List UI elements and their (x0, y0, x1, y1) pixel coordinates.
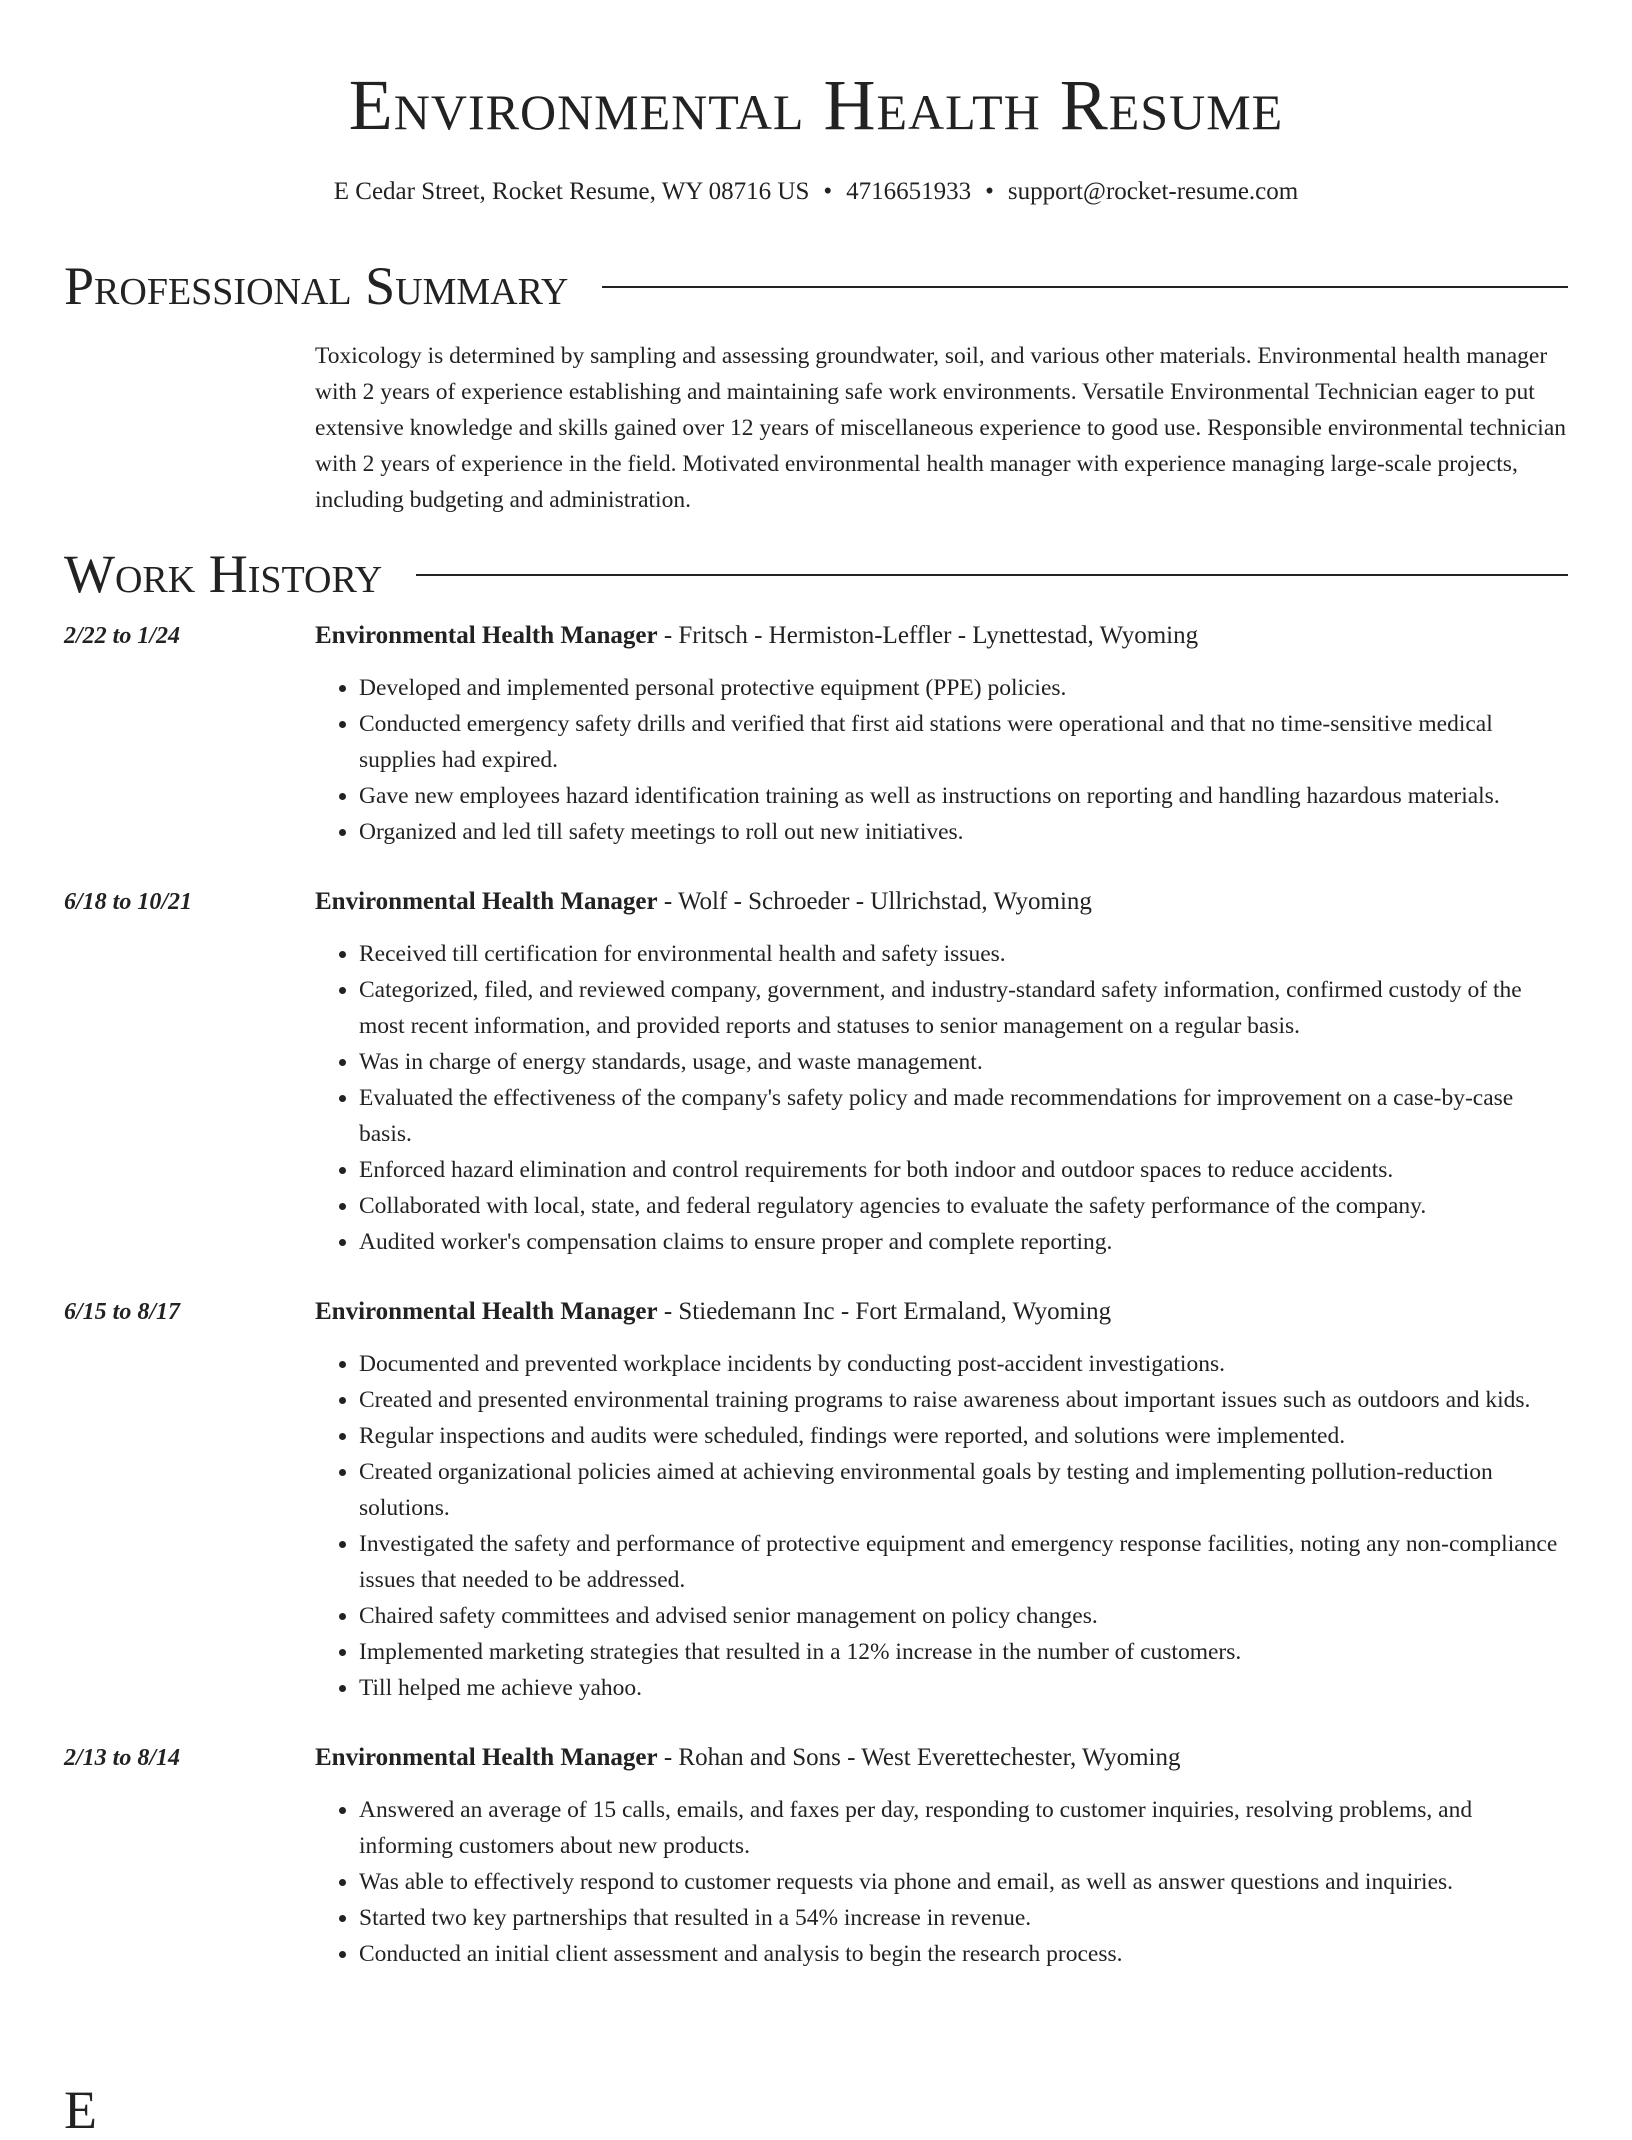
section-divider (602, 286, 1568, 288)
job-bullet: • Evaluated the effectiveness of the company's safety policy and made recommendations for improvement on a case-by-case basis. (359, 1080, 1568, 1152)
job-entry (64, 1294, 1568, 1706)
job-bullet: • Documented and prevented workplace incidents by conducting post-accident investigations. (359, 1346, 1568, 1382)
resume-title: Environmental Health Resume (348, 65, 1284, 145)
job-bullet: • Created and presented environmental training programs to raise awareness about important issues such as outdoors and kids. (359, 1382, 1568, 1418)
job-bullets (315, 670, 1568, 850)
job-entry (64, 884, 1568, 1260)
summary-text: Toxicology is determined by sampling and assessing groundwater, soil, and various other materials. Environmental health manager with 2 years of experience establishing and maintaining safe work environments. Versatile Environmental Technician eager to put extensive knowledge and skills gained over 12 years of miscellaneous experience to good use. Responsible environmental technician with 2 years of experience in the field. Motivated environmental health manager with experience managing large-scale projects, including budgeting and administration. (315, 343, 1567, 513)
next-section-heading: E (64, 2080, 97, 2140)
job-role: Environmental Health Manager (315, 622, 658, 649)
summary-heading: Professional Summary (64, 256, 569, 316)
section-divider (416, 574, 1568, 576)
contact-separator: • (823, 178, 833, 205)
work-heading: Work History (64, 544, 383, 604)
job-bullet: • Audited worker's compensation claims to ensure proper and complete reporting. (359, 1224, 1568, 1260)
job-body (315, 1294, 1568, 1706)
job-bullet: • Received till certification for environmental health and safety issues. (359, 936, 1568, 972)
job-bullet: • Was in charge of energy standards, usage, and waste management. (359, 1044, 1568, 1080)
job-title-line (315, 884, 1568, 920)
job-bullet: • Implemented marketing strategies that resulted in a 12% increase in the number of customers. (359, 1634, 1568, 1670)
job-bullet: • Till helped me achieve yahoo. (359, 1670, 1568, 1706)
contact-separator: • (985, 178, 994, 205)
job-dates: 6/18 to 10/21 (64, 889, 193, 915)
job-dates: 2/13 to 8/14 (64, 1745, 181, 1771)
contact-line (64, 176, 1568, 208)
contact-address: E Cedar Street, Rocket Resume, WY 08716 US (333, 178, 810, 205)
job-title-line (315, 618, 1568, 654)
job-bullet: • Chaired safety committees and advised senior management on policy changes. (359, 1598, 1568, 1634)
job-title-line (315, 1740, 1568, 1776)
job-entry (64, 618, 1568, 850)
contact-phone: 4716651933 (846, 178, 972, 205)
summary-section-header (64, 256, 1568, 316)
contact-email: support@rocket-resume.com (1007, 178, 1299, 205)
job-entry (64, 1740, 1568, 1972)
job-bullet: • Was able to effectively respond to customer requests via phone and email, as well as answer questions and inquiries. (359, 1864, 1568, 1900)
job-bullet: • Regular inspections and audits were scheduled, findings were reported, and solutions were implemented. (359, 1418, 1568, 1454)
job-employer-location: - Fritsch - Hermiston-Leffler - Lynettestad, Wyoming (657, 622, 1199, 649)
job-role: Environmental Health Manager (315, 1744, 658, 1771)
job-employer-location: - Rohan and Sons - West Everettechester, Wyoming (657, 1744, 1181, 1771)
job-body (315, 618, 1568, 850)
job-bullets (315, 936, 1568, 1260)
job-body (315, 884, 1568, 1260)
job-role: Environmental Health Manager (315, 1298, 658, 1325)
work-history-list (64, 618, 1568, 1972)
job-bullet: • Categorized, filed, and reviewed company, government, and industry-standard safety information, confirmed custody of the most recent information, and provided reports and statuses to senior management on a regular basis. (359, 972, 1568, 1044)
job-bullet: • Created organizational policies aimed at achieving environmental goals by testing and implementing pollution-reduction solutions. (359, 1454, 1568, 1526)
work-section-header (64, 544, 1568, 604)
job-bullets (315, 1792, 1568, 1972)
job-body (315, 1740, 1568, 1972)
job-bullets (315, 1346, 1568, 1706)
job-bullet: • Conducted an initial client assessment and analysis to begin the research process. (359, 1936, 1568, 1972)
job-bullet: • Organized and led till safety meetings to roll out new initiatives. (359, 814, 1568, 850)
job-employer-location: - Wolf - Schroeder - Ullrichstad, Wyoming (657, 888, 1092, 915)
job-employer-location: - Stiedemann Inc - Fort Ermaland, Wyoming (657, 1298, 1112, 1325)
job-bullet: • Collaborated with local, state, and federal regulatory agencies to evaluate the safety performance of the company. (359, 1188, 1568, 1224)
job-bullet: • Developed and implemented personal protective equipment (PPE) policies. (359, 670, 1568, 706)
job-title-line (315, 1294, 1568, 1330)
job-role: Environmental Health Manager (315, 888, 658, 915)
resume-page (64, 0, 1568, 1972)
job-bullet: • Gave new employees hazard identification training as well as instructions on reporting and handling hazardous materials. (359, 778, 1568, 814)
job-bullet: • Answered an average of 15 calls, emails, and faxes per day, responding to customer inquiries, resolving problems, and informing customers about new products. (359, 1792, 1568, 1864)
job-bullet: • Started two key partnerships that resulted in a 54% increase in revenue. (359, 1900, 1568, 1936)
job-dates: 6/15 to 8/17 (64, 1299, 181, 1325)
job-bullet: • Enforced hazard elimination and control requirements for both indoor and outdoor spaces to reduce accidents. (359, 1152, 1568, 1188)
job-bullet: • Conducted emergency safety drills and verified that first aid stations were operational and that no time-sensitive medical supplies had expired. (359, 706, 1568, 778)
job-bullet: • Investigated the safety and performance of protective equipment and emergency response facilities, noting any non-compliance issues that needed to be addressed. (359, 1526, 1568, 1598)
job-dates: 2/22 to 1/24 (64, 623, 181, 649)
